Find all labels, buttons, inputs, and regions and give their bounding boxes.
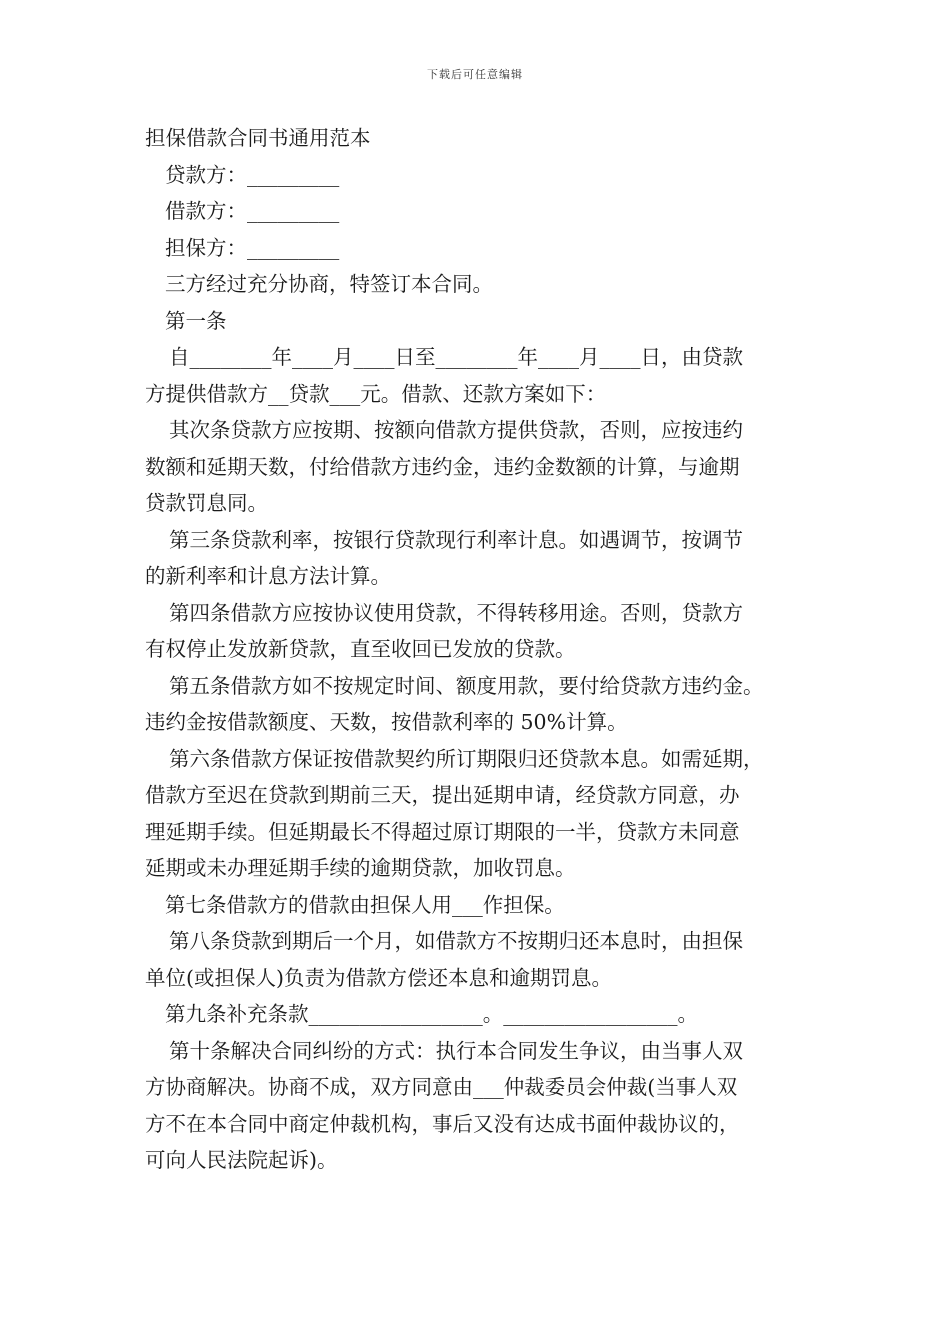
document-line: 第五条借款方如不按规定时间、额度用款，要付给贷款方违约金。: [169, 673, 764, 698]
document-line: 第十条解决合同纠纷的方式：执行本合同发生争议，由当事人双: [169, 1038, 743, 1063]
document-line: 有权停止发放新贷款，直至收回已发放的贷款。: [145, 637, 576, 661]
document-line: 理延期手续。但延期最长不得超过原订期限的一半，贷款方未同意: [145, 819, 740, 844]
document-line: 第九条补充条款_________________。_________________。: [165, 1002, 698, 1026]
document-line: 贷款方：_________: [165, 162, 340, 187]
document-body: [145, 120, 825, 1179]
document-line: 数额和延期天数，付给借款方违约金，违约金数额的计算，与逾期: [145, 454, 740, 479]
document-line: 自________年____月____日至________年____月____日，由贷款: [169, 345, 743, 369]
document-line: 第三条贷款利率，按银行贷款现行利率计息。如遇调节，按调节: [169, 527, 743, 552]
document-line: 其次条贷款方应按期、按额向借款方提供贷款，否则，应按违约: [169, 418, 743, 442]
document-line: 的新利率和计息方法计算。: [145, 564, 391, 588]
document-line: 第一条: [165, 308, 227, 333]
document-line: 贷款罚息同。: [145, 491, 268, 515]
document-line: 借款方：_________: [165, 199, 340, 223]
document-line: 第七条借款方的借款由担保人用___作担保。: [165, 892, 565, 917]
document-line: 三方经过充分协商，特签订本合同。: [165, 272, 493, 296]
document-line: 延期或未办理延期手续的逾期贷款，加收罚息。: [145, 856, 576, 880]
document-line: 第四条借款方应按协议使用贷款，不得转移用途。否则，贷款方: [169, 600, 743, 625]
document-line: 违约金按借款额度、天数，按借款利率的 50%计算。: [145, 710, 628, 734]
document-line: 第八条贷款到期后一个月，如借款方不按期归还本息时，由担保: [169, 929, 743, 953]
page-header: 下载后可任意编辑: [427, 68, 523, 81]
document-line: 第六条借款方保证按借款契约所订期限归还贷款本息。如需延期，: [169, 746, 764, 771]
document-line: 方提供借款方__贷款___元。借款、还款方案如下：: [145, 381, 607, 406]
document-line: 借款方至迟在贷款到期前三天，提出延期申请，经贷款方同意，办: [145, 783, 740, 807]
document-line: 方不在本合同中商定仲裁机构，事后又没有达成书面仲裁协议的，: [145, 1111, 740, 1136]
document-title: 担保借款合同书通用范本: [145, 126, 371, 150]
document-line: 可向人民法院起诉)。: [145, 1148, 338, 1172]
document-line: 单位(或担保人)负责为借款方偿还本息和逾期罚息。: [145, 965, 612, 990]
document-line: 担保方：_________: [165, 235, 340, 260]
document-line: 方协商解决。协商不成，双方同意由___仲裁委员会仲裁(当事人双: [145, 1075, 738, 1099]
